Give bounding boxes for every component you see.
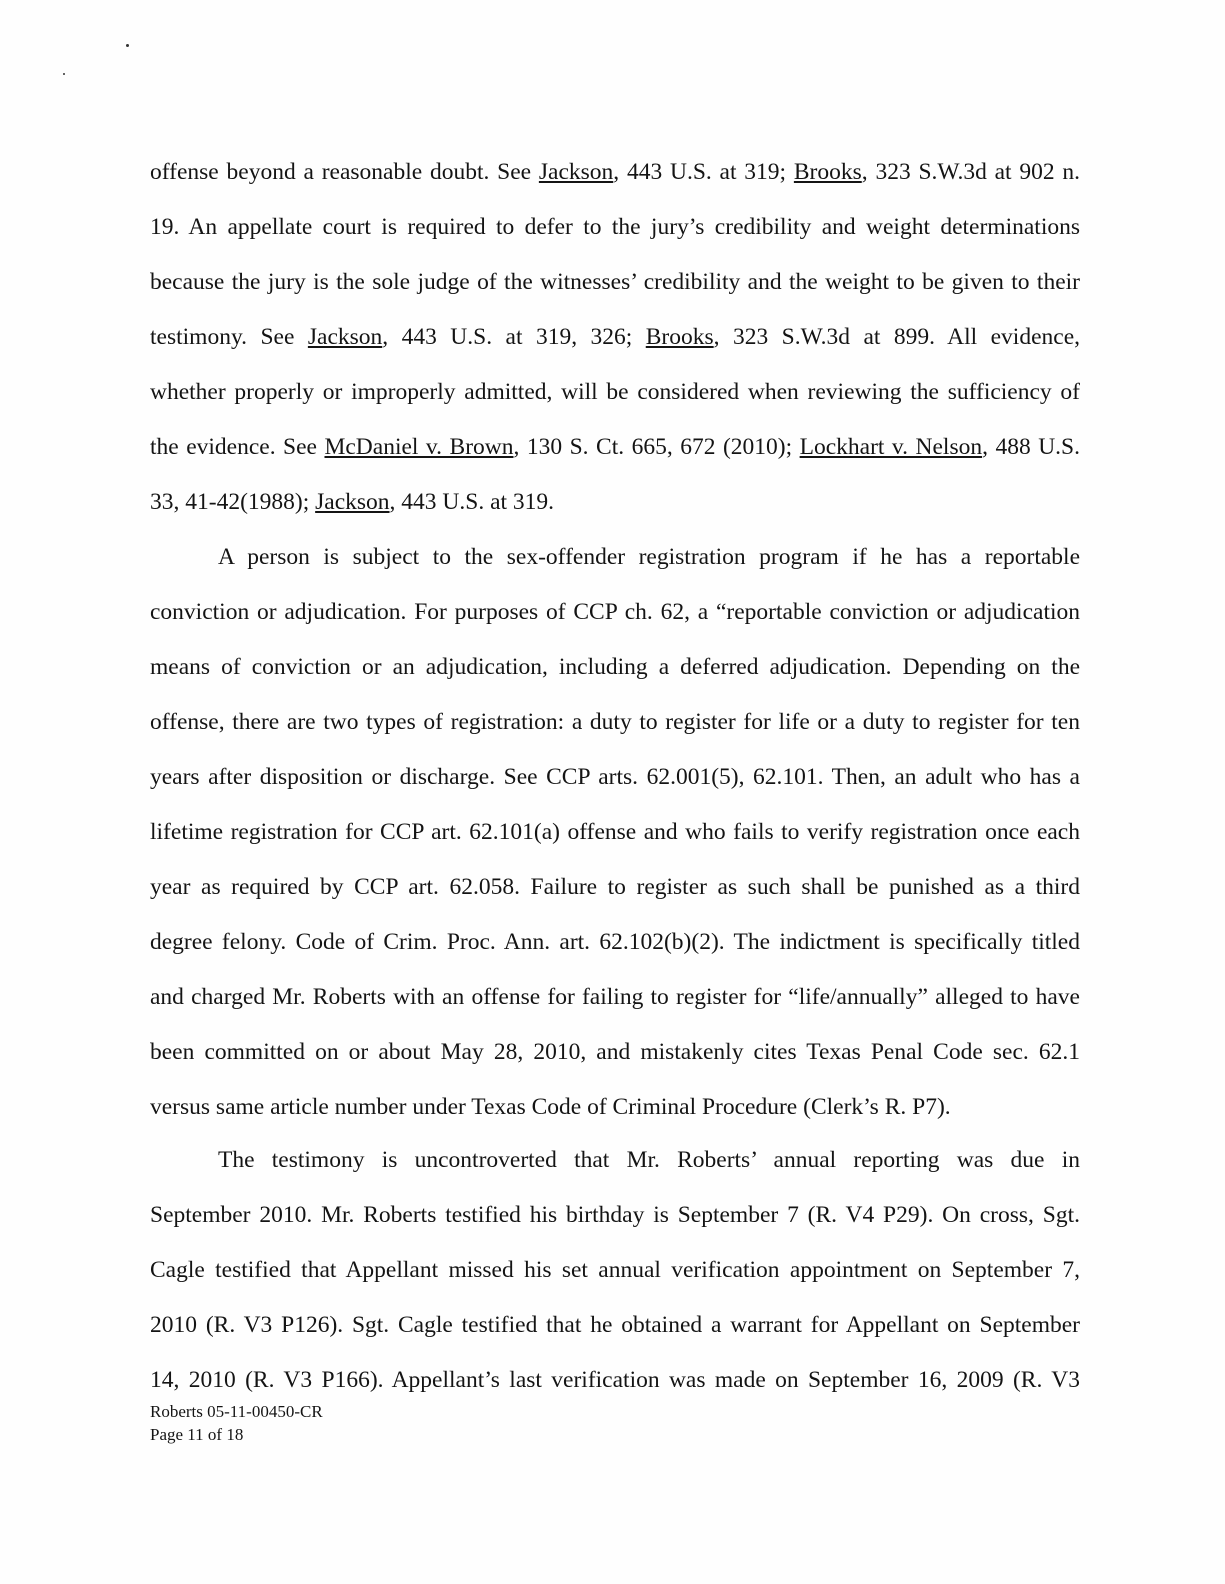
text-line (218, 1145, 1080, 1175)
case-citation: Jackson (307, 324, 383, 350)
text-run: , 323 S.W.3d at 899. All evidence, (713, 324, 1080, 350)
text-line (150, 432, 1080, 462)
text-line (150, 872, 1080, 902)
text-run: offense, there are two types of registration: a duty to register for life or a duty to register for ten (150, 709, 1080, 735)
text-line (150, 1310, 1080, 1340)
text-line (150, 157, 1080, 187)
text-run: degree felony. Code of Crim. Proc. Ann. art. 62.102(b)(2). The indictment is specifically titled (150, 929, 1080, 955)
text-run: September 2010. Mr. Roberts testified his birthday is September 7 (R. V4 P29). On cross, Sgt. (150, 1202, 1080, 1228)
text-run: 19. An appellate court is required to defer to the jury’s credibility and weight determinations (150, 214, 1080, 240)
text-run: , 488 U.S. (982, 434, 1080, 460)
scan-speck (63, 73, 65, 75)
text-run: 33, 41-42(1988); (150, 489, 316, 515)
text-run: versus same article number under Texas Code of Criminal Procedure (Clerk’s R. P7). (150, 1094, 951, 1120)
text-run: conviction or adjudication. For purposes of CCP ch. 62, a “reportable conviction or adjudication (150, 599, 1080, 625)
text-line (150, 322, 1080, 352)
text-line (150, 927, 1080, 957)
text-run: , 443 U.S. at 319; (613, 159, 794, 185)
text-run: 14, 2010 (R. V3 P166). Appellant’s last verification was made on September 16, 2009 (R. V3 (150, 1367, 1080, 1393)
text-run: , 323 S.W.3d at 902 n. (861, 159, 1081, 185)
text-line (150, 1200, 1080, 1230)
text-line (150, 377, 1080, 407)
text-run: years after disposition or discharge. See CCP arts. 62.001(5), 62.101. Then, an adult who has a (150, 764, 1080, 790)
text-line (150, 817, 1080, 847)
text-run: testimony. See (150, 324, 308, 350)
text-line (150, 597, 1080, 627)
scan-speck (126, 44, 129, 47)
text-run: Cagle testified that Appellant missed his set annual verification appointment on September 7, (150, 1257, 1080, 1283)
text-run: year as required by CCP art. 62.058. Failure to register as such shall be punished as a third (150, 874, 1080, 900)
text-line (150, 1037, 1080, 1067)
text-line (150, 982, 1080, 1012)
case-citation: McDaniel v. Brown (324, 434, 514, 460)
text-line (150, 267, 1080, 297)
text-run: lifetime registration for CCP art. 62.101(a) offense and who fails to verify registration once each (150, 819, 1080, 845)
text-run: means of conviction or an adjudication, including a deferred adjudication. Depending on the (150, 654, 1080, 680)
text-run: A person is subject to the sex-offender registration program if he has a reportable (218, 544, 1080, 570)
text-run: the evidence. See (150, 434, 325, 460)
text-line (218, 542, 1080, 572)
text-line (150, 652, 1080, 682)
text-run: and charged Mr. Roberts with an offense for failing to register for “life/annually” alleged to have (150, 984, 1080, 1010)
text-run: , 130 S. Ct. 665, 672 (2010); (513, 434, 800, 460)
text-run: , 443 U.S. at 319, 326; (382, 324, 646, 350)
text-line (150, 1365, 1080, 1395)
case-citation: Jackson (315, 489, 390, 515)
text-line (150, 1092, 1080, 1122)
case-citation: Lockhart v. Nelson (799, 434, 983, 460)
case-citation: Brooks (645, 324, 714, 350)
text-line (150, 487, 1080, 517)
text-run: been committed on or about May 28, 2010, and mistakenly cites Texas Penal Code sec. 62.1 (150, 1039, 1080, 1065)
case-citation: Jackson (538, 159, 614, 185)
text-line (150, 1255, 1080, 1285)
case-citation: Brooks (793, 159, 862, 185)
text-line (150, 762, 1080, 792)
footer-page-number: Page 11 of 18 (150, 1425, 244, 1444)
text-run: , 443 U.S. at 319. (389, 489, 555, 515)
text-line (150, 707, 1080, 737)
text-run: because the jury is the sole judge of the witnesses’ credibility and the weight to be given to their (150, 269, 1080, 295)
text-line (150, 212, 1080, 242)
text-run: offense beyond a reasonable doubt. See (150, 159, 539, 185)
text-run: whether properly or improperly admitted, will be considered when reviewing the sufficiency of (150, 379, 1080, 405)
text-run: The testimony is uncontroverted that Mr. Roberts’ annual reporting was due in (218, 1147, 1080, 1173)
footer-case-number: Roberts 05-11-00450-CR (150, 1402, 323, 1421)
text-run: 2010 (R. V3 P126). Sgt. Cagle testified that he obtained a warrant for Appellant on September (150, 1312, 1080, 1338)
